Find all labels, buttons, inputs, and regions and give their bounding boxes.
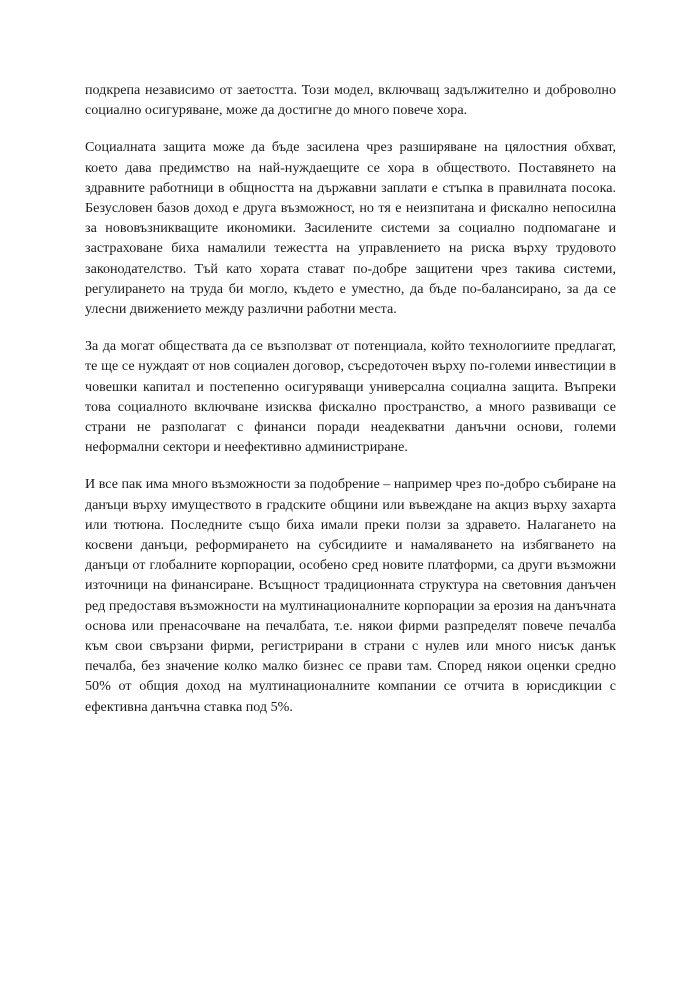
paragraph-3 (85, 336, 616, 457)
text-line: Социалната защита може да бъде засилена чрез разширяване на цялостния обхват, (85, 139, 616, 156)
text-line: данъци върху имуществото в градските общини или въвеждане на акциз върху захарта (85, 496, 616, 513)
paragraph-4 (85, 474, 616, 716)
text-line: това социалното включване изисква фискално пространство, а много развиващи се (85, 398, 616, 415)
text-line: здравните работници в общността на държавни заплати е стъпка в правилната посока. (85, 179, 616, 196)
text-line: данъци от глобалните корпорации, особено сред новите платформи, са други възможни (85, 557, 616, 574)
text-line: Безусловен базов доход е друга възможност, но тя е неизпитана и фискално непосилна (85, 200, 616, 217)
text-line: застраховане биха намалили тежестта на управлението на риска върху трудовото (85, 240, 616, 257)
text-line: печалба, без значение колко малко бизнес се прави там. Според някои оценки средно (85, 658, 616, 675)
text-line: за нововъзникващите икономики. Засилените системи за социално подпомагане и (85, 220, 616, 237)
text-line: косвени данъци, реформирането на субсидиите и намаляването на избягването на (85, 537, 616, 554)
text-line: законодателство. Тъй като хората стават по-добре защитени чрез такива системи, (85, 260, 616, 277)
text-line: или тютюна. Последните също биха имали преки ползи за здравето. Налагането на (85, 516, 616, 533)
text-line: човешки капитал и постепенно осигуряващи универсална социална защита. Въпреки (85, 378, 616, 395)
text-line: улесни движението между различни работни места. (85, 301, 397, 318)
text-line: неформални сектори и неефективно администриране. (85, 439, 408, 456)
text-line: ред предоставя възможности на мултинационалните корпорации за ерозия на данъчната (85, 597, 616, 614)
text-line: източници на финансиране. Всъщност традиционната структура на световния данъчен (85, 577, 616, 594)
text-line: те ще се нуждаят от нов социален договор, съсредоточен върху по-големи инвестиции в (85, 358, 616, 375)
text-line: основа или пренасочване на печалбата, т.е. някои фирми разпределят повече печалба (85, 617, 616, 634)
paragraph-1 (85, 80, 616, 120)
text-line: към свои свързани фирми, регистрирани в страни с нулев или много нисък данък (85, 638, 616, 655)
text-line: И все пак има много възможности за подобрение – например чрез по-добро събиране на (85, 476, 616, 493)
text-line: страни не разполагат с финанси поради неадекватни данъчни основи, големи (85, 419, 616, 436)
text-line: 50% от общия доход на мултинационалните компании се отчита в юрисдикции с (85, 678, 616, 695)
text-line: социално осигуряване, може да достигне до много повече хора. (85, 102, 468, 119)
text-line: За да могат обществата да се възползват от потенциала, който технологиите предлагат, (85, 338, 616, 355)
text-line: регулирането на труда би могло, където е уместно, да бъде по-балансирано, за да се (85, 280, 616, 297)
text-line: ефективна данъчна ставка под 5%. (85, 698, 293, 715)
text-line: подкрепа независимо от заетостта. Този модел, включващ задължително и доброволно (85, 82, 616, 98)
paragraph-2 (85, 137, 616, 319)
document-page (85, 80, 616, 734)
text-line: което дава предимство на най-нуждаещите се хора в обществото. Поставянето на (85, 159, 616, 176)
